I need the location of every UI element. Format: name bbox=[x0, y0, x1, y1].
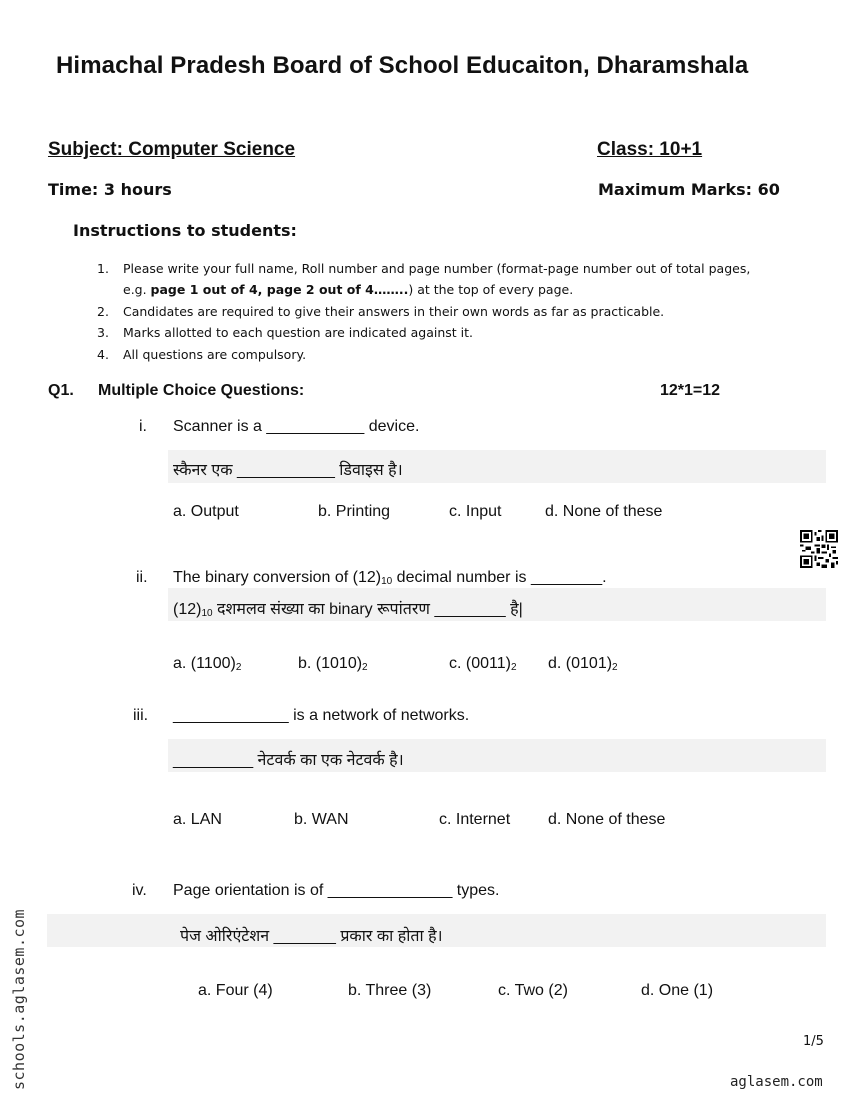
option-text: a. (1100) bbox=[173, 655, 236, 672]
option-d: d. None of these bbox=[545, 503, 663, 520]
class-label: Class: 10+1 bbox=[597, 139, 703, 160]
question-text-en: Page orientation is of ______________ types. bbox=[173, 882, 500, 899]
instruction-number: 3. bbox=[97, 325, 109, 340]
instruction-text: Please write your full name, Roll number and page number (format-page number out of total pages, bbox=[123, 261, 751, 276]
option-text: c. (0011) bbox=[449, 655, 511, 672]
question-text-en: _____________ is a network of networks. bbox=[173, 707, 470, 724]
question-text-part: decimal number is ________. bbox=[392, 569, 607, 586]
instruction-text: Candidates are required to give their answers in their own words as far as practicable. bbox=[123, 304, 665, 319]
instruction-number: 2. bbox=[97, 304, 109, 319]
option-b: b. WAN bbox=[294, 811, 349, 828]
option-c bbox=[449, 655, 517, 673]
instruction-text-continued bbox=[123, 282, 573, 297]
question-text-part: (12) bbox=[173, 601, 202, 618]
option-text: d. (0101) bbox=[548, 655, 613, 672]
question-text-part: The binary conversion of (12) bbox=[173, 569, 382, 586]
subject-label: Subject: Computer Science bbox=[48, 139, 296, 160]
option-b: b. Printing bbox=[318, 503, 391, 520]
subscript: 2 bbox=[235, 662, 242, 673]
max-marks-label: Maximum Marks: 60 bbox=[598, 180, 780, 199]
instruction-eg: e.g. bbox=[123, 282, 151, 297]
option-c: c. Internet bbox=[439, 811, 511, 828]
section-marks: 12*1=12 bbox=[660, 382, 721, 399]
instruction-number: 4. bbox=[97, 347, 109, 362]
option-a: a. Output bbox=[173, 503, 239, 520]
option-text: b. (1010) bbox=[298, 655, 363, 672]
question-text-en bbox=[173, 569, 607, 587]
option-a: a. LAN bbox=[173, 811, 222, 828]
question-text-hi: पेज ओरिएंटेशन _______ प्रकार का होता है। bbox=[180, 928, 443, 945]
subscript: 2 bbox=[612, 662, 618, 673]
site-watermark: aglasem.com bbox=[730, 1074, 823, 1090]
section-title: Multiple Choice Questions: bbox=[98, 382, 305, 399]
option-d bbox=[548, 655, 618, 673]
question-number: i. bbox=[139, 418, 147, 435]
question-number: iii. bbox=[133, 707, 149, 724]
instruction-tail: ) at the top of every page. bbox=[408, 282, 574, 297]
question-text-hi bbox=[173, 597, 523, 619]
time-label: Time: 3 hours bbox=[48, 180, 172, 199]
option-c: c. Input bbox=[449, 503, 502, 520]
instructions-heading: Instructions to students: bbox=[73, 221, 297, 240]
question-number: iv. bbox=[132, 882, 147, 899]
question-text-en: Scanner is a ___________ device. bbox=[173, 418, 420, 435]
page-title: Himachal Pradesh Board of School Educaiton, Dharamshala bbox=[56, 52, 749, 79]
option-d: d. One (1) bbox=[641, 982, 714, 999]
question-text-hi: _________ नेटवर्क का एक नेटवर्क है। bbox=[173, 752, 404, 769]
option-a: a. Four (4) bbox=[198, 982, 273, 999]
option-c: c. Two (2) bbox=[498, 982, 568, 999]
instruction-number: 1. bbox=[97, 261, 109, 276]
section-number: Q1. bbox=[48, 382, 74, 399]
side-watermark: schools.aglasem.com bbox=[10, 908, 28, 1090]
question-text-part: दशमलव संख्या का binary रूपांतरण ________ है| bbox=[212, 601, 523, 618]
option-b: b. Three (3) bbox=[348, 982, 432, 999]
subscript: 2 bbox=[510, 662, 517, 673]
instruction-format-example: page 1 out of 4, page 2 out of 4…….. bbox=[150, 282, 409, 297]
option-a bbox=[173, 655, 241, 673]
subscript: 10 bbox=[201, 608, 213, 619]
question-text-hi: स्कैनर एक ___________ डिवाइस है। bbox=[173, 462, 403, 479]
qr-code-icon bbox=[800, 530, 838, 568]
option-d: d. None of these bbox=[548, 811, 666, 828]
subscript: 2 bbox=[362, 662, 368, 673]
subscript: 10 bbox=[381, 576, 393, 587]
instruction-text: All questions are compulsory. bbox=[123, 347, 307, 362]
question-number: ii. bbox=[136, 569, 148, 586]
option-b bbox=[298, 655, 368, 673]
page-number: 1/5 bbox=[803, 1034, 824, 1049]
instruction-text: Marks allotted to each question are indicated against it. bbox=[123, 325, 473, 340]
